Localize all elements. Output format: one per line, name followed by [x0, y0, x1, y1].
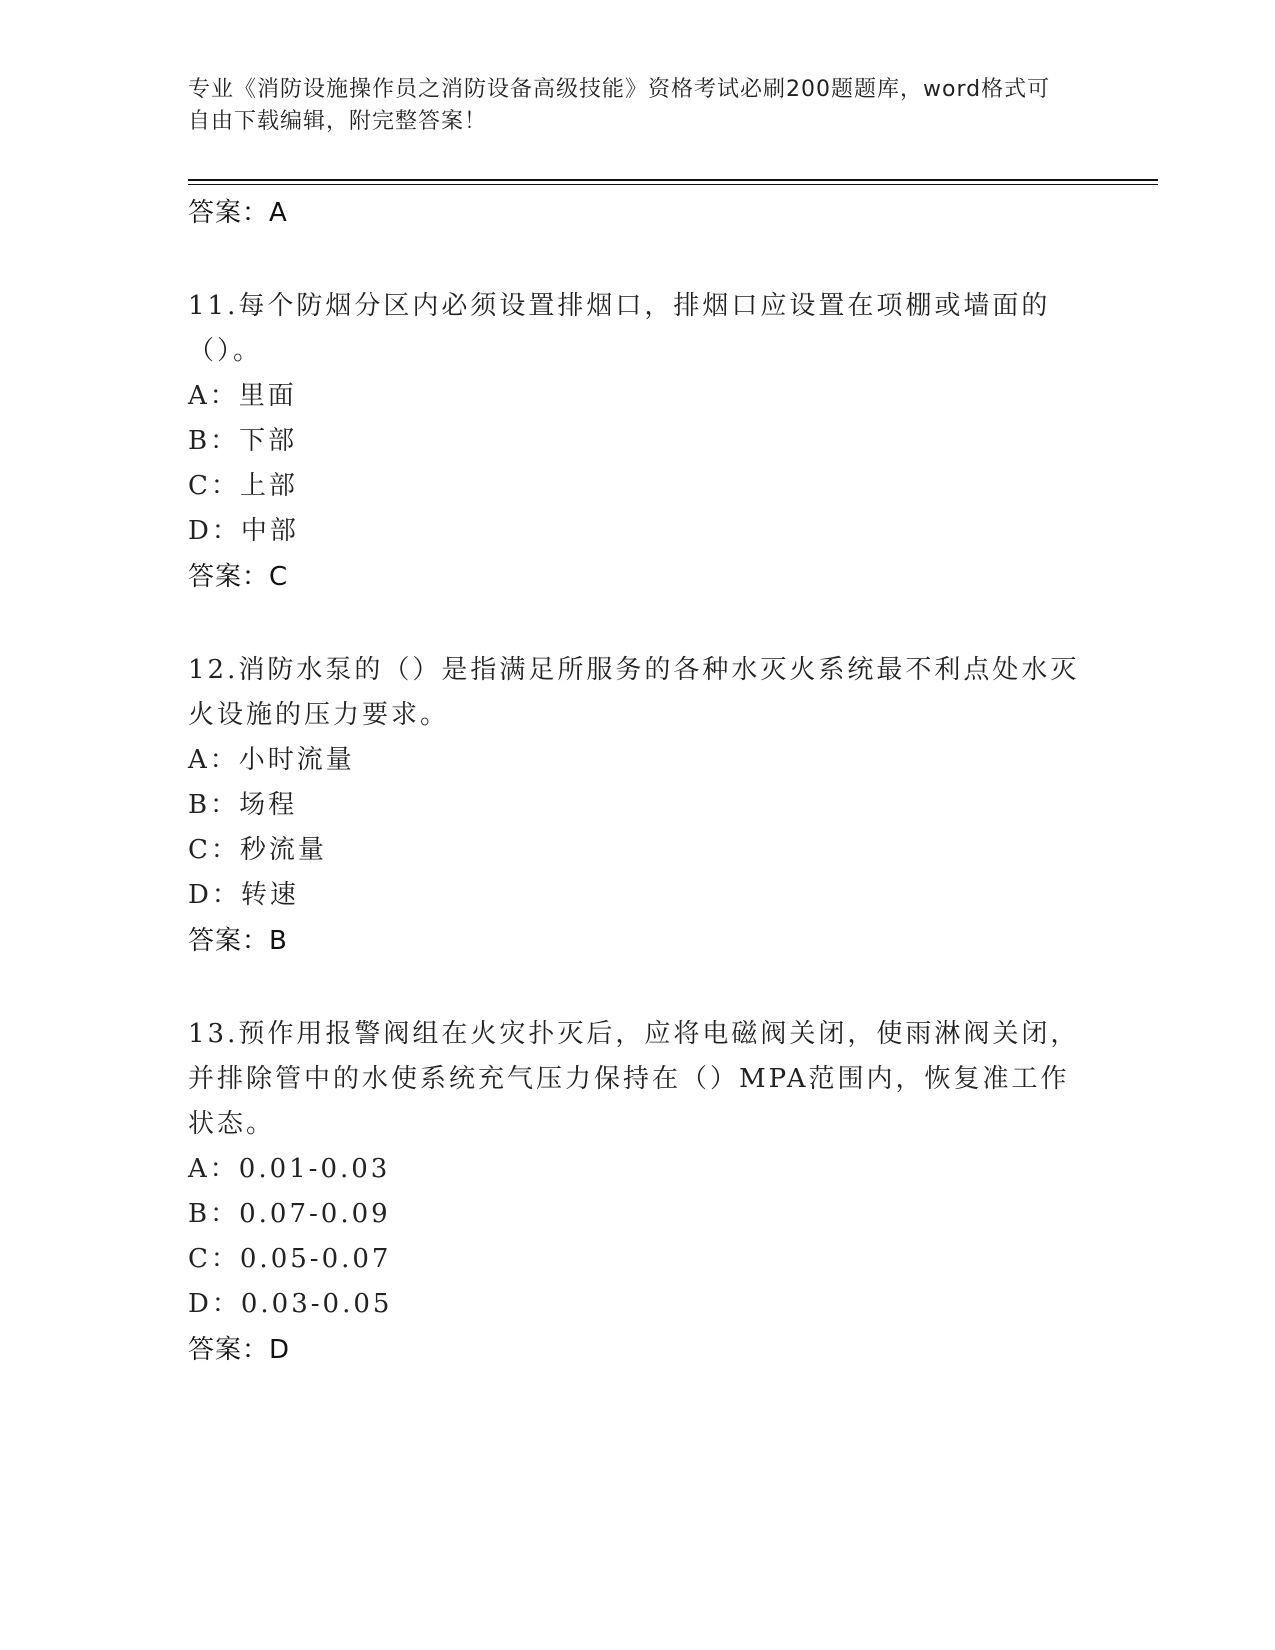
document-header: 专业《消防设施操作员之消防设备高级技能》资格考试必刷200题题库，word格式可自由下载编辑，附完整答案！: [188, 77, 1051, 134]
answer-line: 答案：D: [188, 1335, 291, 1365]
option-b: B：0.07-0.09: [188, 1199, 391, 1229]
option-b: B：场程: [188, 790, 298, 820]
answer-line: 答案：C: [188, 562, 289, 592]
answer-line: 答案：A: [188, 198, 288, 228]
option-a: A：0.01-0.03: [188, 1154, 391, 1184]
option-c: C：秒流量: [188, 835, 327, 865]
option-c: C：0.05-0.07: [188, 1244, 392, 1274]
answer-line: 答案：B: [188, 926, 288, 956]
question-13: [188, 1012, 1088, 1373]
option-d: D：0.03-0.05: [188, 1289, 393, 1319]
option-a: A：里面: [188, 381, 297, 411]
option-d: D：转速: [188, 880, 299, 910]
option-d: D：中部: [188, 516, 299, 546]
question-11: [188, 284, 1088, 600]
question-text: 11.每个防烟分区内必须设置排烟口，排烟口应设置在项棚或墙面的（）。: [188, 291, 1051, 366]
header-divider-thin: [188, 184, 1158, 185]
question-text: 13.预作用报警阀组在火灾扑灭后，应将电磁阀关闭，使雨淋阀关闭，并排除管中的水使系统充气压力保持在（）MPA范围内，恢复准工作状态。: [188, 1019, 1080, 1139]
question-list: [188, 190, 1088, 1373]
option-b: B：下部: [188, 426, 298, 456]
question-12: [188, 648, 1088, 964]
question-text: 12.消防水泵的（）是指满足所服务的各种水灭火系统最不利点处水灭火设施的压力要求。: [188, 655, 1080, 730]
option-c: C：上部: [188, 471, 298, 501]
header-divider: [188, 179, 1158, 181]
option-a: A：小时流量: [188, 745, 355, 775]
